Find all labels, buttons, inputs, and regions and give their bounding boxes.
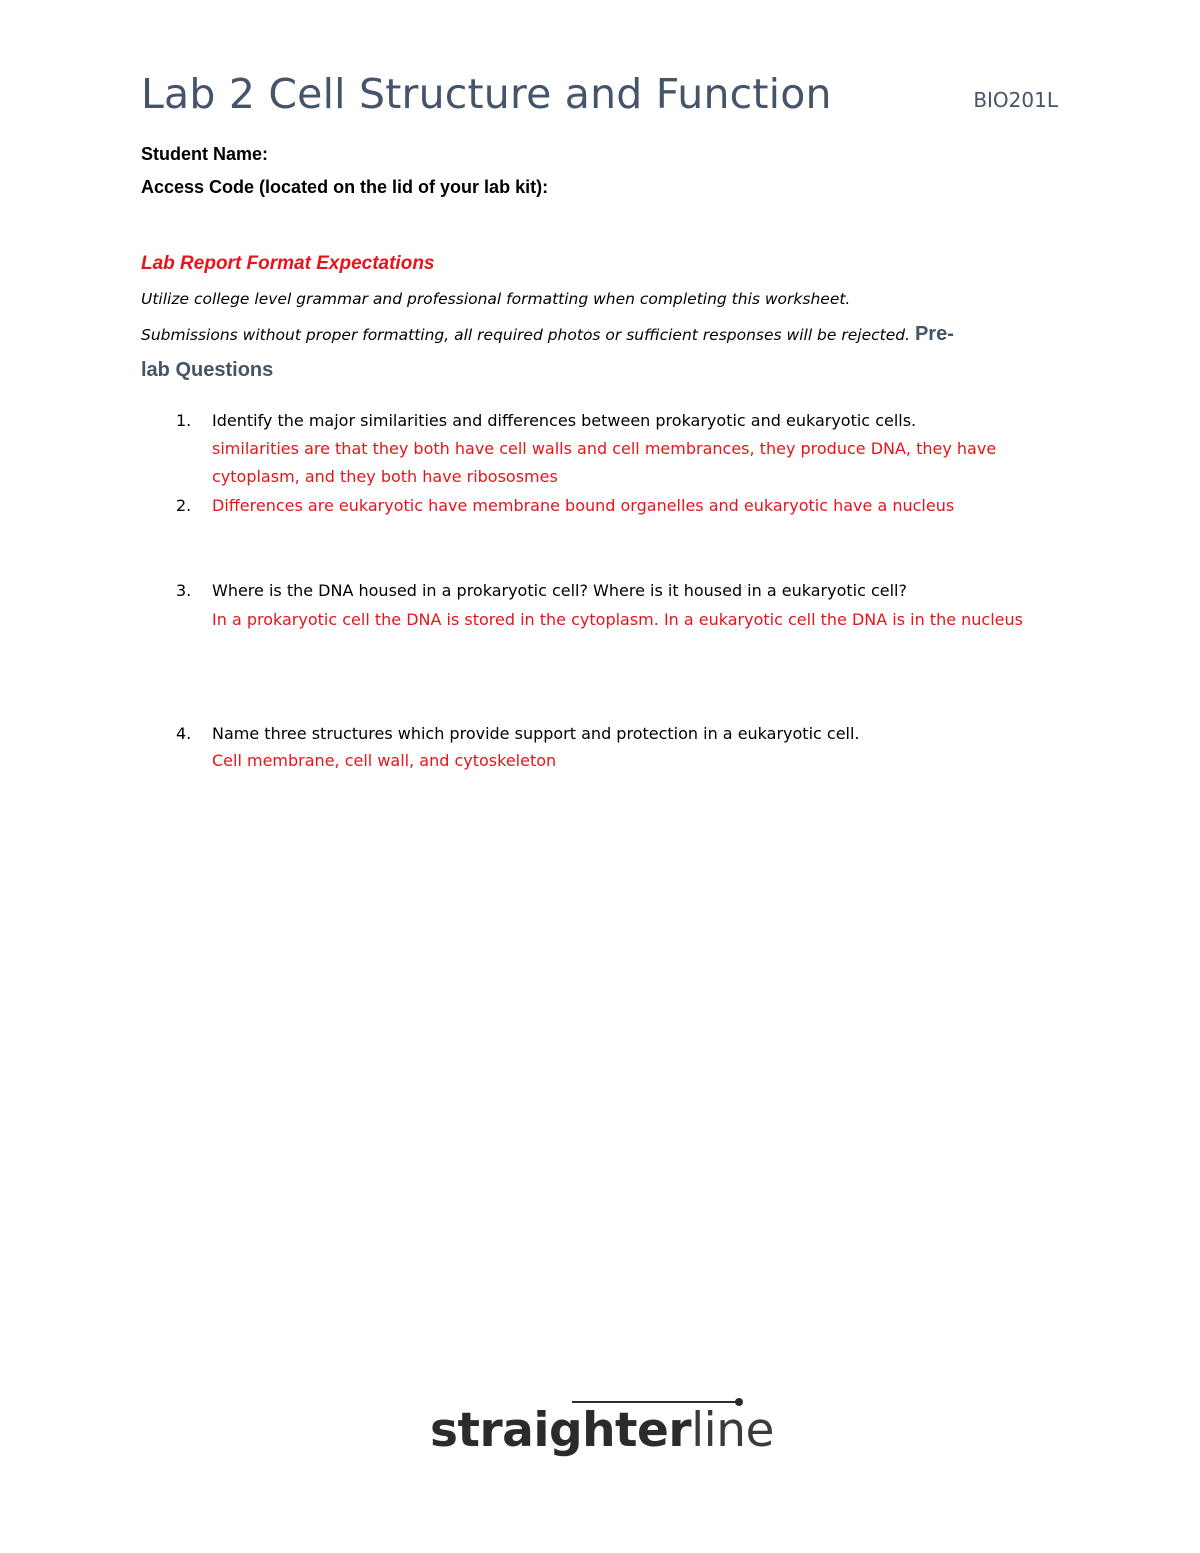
question-3-text: Where is the DNA housed in a prokaryotic cell? Where is it housed in a eukaryotic cell? — [212, 581, 907, 600]
logo-bold-text: straighter — [430, 1403, 692, 1458]
logo-wordmark — [430, 1396, 774, 1466]
course-code: BIO201L — [973, 88, 1058, 112]
format-instruction-2 — [141, 323, 954, 346]
straighterline-logo — [430, 1396, 774, 1466]
format-instruction-1: Utilize college level grammar and professional formatting when completing this worksheet. — [141, 290, 851, 308]
format-instruction-2-text: Submissions without proper formatting, all required photos or sufficient responses will be rejected. — [141, 326, 911, 344]
question-2-number: 2. — [176, 496, 192, 515]
prelab-heading-part1: Pre- — [914, 323, 954, 345]
question-3-answer: In a prokaryotic cell the DNA is stored in the cytoplasm. In a eukaryotic cell the DNA is in the nucleus — [212, 610, 1023, 629]
prelab-heading-part2: lab Questions — [141, 359, 274, 381]
question-4-number: 4. — [176, 724, 192, 743]
format-expectations-heading: Lab Report Format Expectations — [141, 253, 435, 274]
student-name-label: Student Name: — [141, 144, 269, 164]
question-1-text: Identify the major similarities and differences between prokaryotic and eukaryotic cells. — [212, 411, 917, 430]
access-code-label: Access Code (located on the lid of your lab kit): — [141, 177, 549, 197]
page-title: Lab 2 Cell Structure and Function — [141, 70, 832, 118]
question-3-number: 3. — [176, 581, 192, 600]
question-4-text: Name three structures which provide support and protection in a eukaryotic cell. — [212, 724, 860, 743]
logo-light-text: line — [691, 1403, 774, 1458]
question-1-answer: similarities are that they both have cell walls and cell membrances, they produce DNA, they have cytoplasm, and they both have ribososmes — [212, 439, 997, 486]
question-2-answer: Differences are eukaryotic have membrane bound organelles and eukaryotic have a nucleus — [212, 496, 955, 515]
question-4-answer: Cell membrane, cell wall, and cytoskeleton — [212, 751, 557, 770]
question-1-number: 1. — [176, 411, 192, 430]
